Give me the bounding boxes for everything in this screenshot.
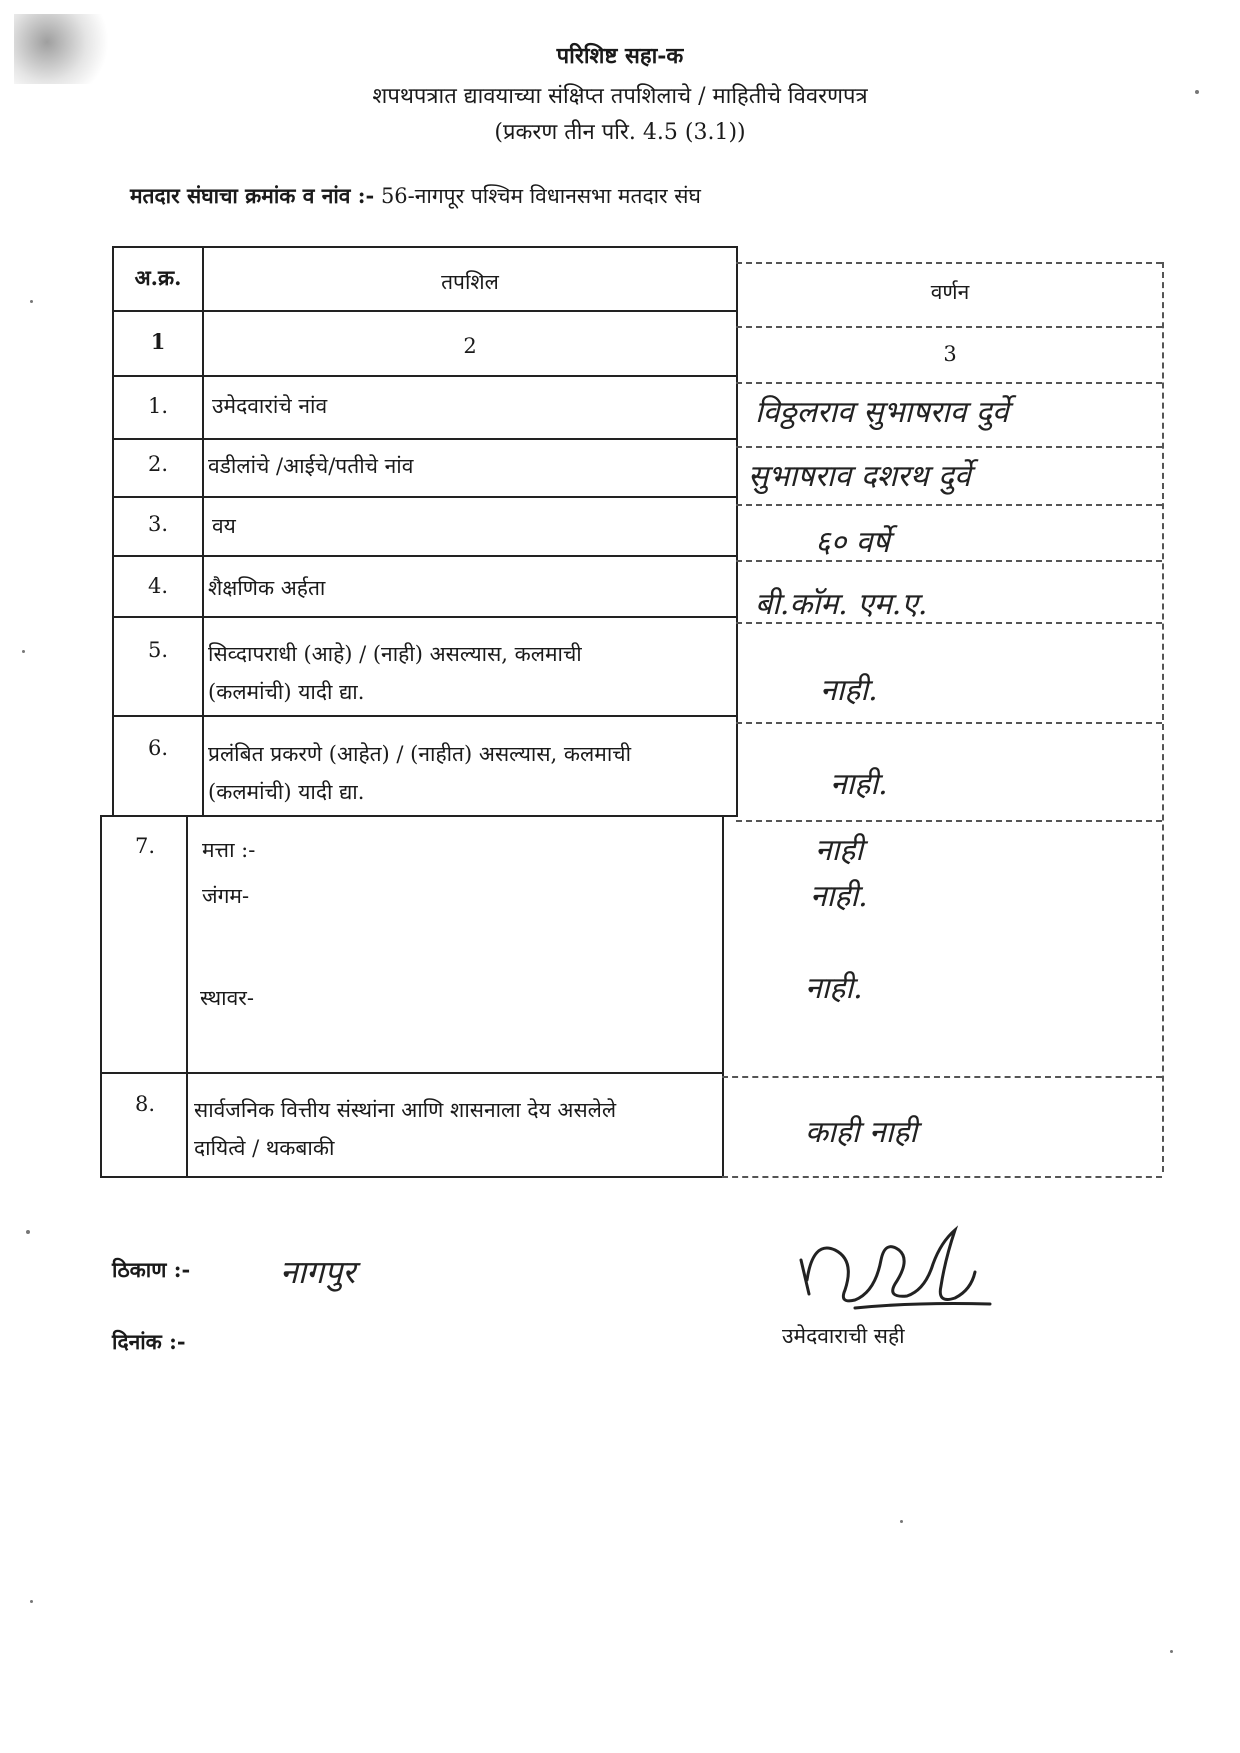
row-value-handwritten: नाही. bbox=[830, 767, 888, 802]
scan-speck bbox=[900, 1520, 903, 1523]
place-value-handwritten: नागपुर bbox=[280, 1253, 356, 1291]
row-detail: उमेदवारांचे नांव bbox=[212, 394, 328, 418]
constituency-value: 56-नागपूर पश्चिम विधानसभा मतदार संघ bbox=[380, 184, 701, 208]
row-detail-line1: मत्ता :- bbox=[202, 838, 256, 862]
row-detail-line1: प्रलंबित प्रकरणे (आहेत) / (नाहीत) असल्यास, कलमाची bbox=[208, 742, 632, 766]
row-detail-line2: (कलमांची) यादी द्या. bbox=[208, 780, 365, 804]
row-detail: वय bbox=[212, 514, 236, 538]
row-detail-line3: स्थावर- bbox=[200, 986, 254, 1010]
date-label: दिनांक :- bbox=[112, 1329, 186, 1354]
form-title: शपथपत्रात द्यावयाच्या संक्षिप्त तपशिलाचे / माहितीचे विवरणपत्र bbox=[372, 84, 868, 109]
row-value-handwritten: ६० वर्षे bbox=[815, 525, 890, 560]
row-num: 1. bbox=[147, 394, 169, 418]
row-value-handwritten: नाही. bbox=[820, 673, 878, 708]
row-num: 7. bbox=[134, 834, 156, 858]
colnum-3: 3 bbox=[943, 342, 957, 366]
candidate-signature bbox=[795, 1220, 1005, 1320]
row-num: 5. bbox=[147, 638, 169, 662]
constituency-line bbox=[130, 182, 701, 210]
header-num: अ.क्र. bbox=[134, 265, 182, 290]
row-num: 2. bbox=[147, 452, 169, 476]
signature-scribble bbox=[795, 1220, 1005, 1320]
row-num: 3. bbox=[147, 512, 169, 536]
scan-speck bbox=[26, 1230, 30, 1234]
colnum-1: 1 bbox=[150, 329, 166, 354]
row-value-handwritten: काही नाही bbox=[805, 1115, 918, 1150]
row-value-handwritten: नाही. bbox=[810, 879, 868, 914]
row-detail: शैक्षणिक अर्हता bbox=[208, 576, 326, 600]
scan-speck bbox=[1195, 90, 1199, 94]
place-label: ठिकाण :- bbox=[112, 1257, 191, 1282]
row-detail-line1: सिव्दापराधी (आहे) / (नाही) असल्यास, कलमाची bbox=[208, 642, 582, 666]
row-value-handwritten: विठ्ठलराव सुभाषराव दुर्वे bbox=[755, 395, 1009, 430]
row-detail-line1: सार्वजनिक वित्तीय संस्थांना आणि शासनाला देय असलेले bbox=[194, 1098, 617, 1122]
row-num: 6. bbox=[147, 736, 169, 760]
row-value-handwritten: बी.कॉम. एम.ए. bbox=[755, 587, 928, 622]
row-value-handwritten: नाही bbox=[815, 833, 864, 868]
row-detail-line2: दायित्वे / थकबाकी bbox=[194, 1136, 335, 1160]
row-detail: वडीलांचे /आईचे/पतीचे नांव bbox=[208, 454, 414, 478]
header-desc: वर्णन bbox=[930, 280, 970, 304]
row-num: 8. bbox=[134, 1092, 156, 1116]
scan-speck bbox=[30, 1600, 33, 1603]
row-value-handwritten: नाही. bbox=[805, 971, 863, 1006]
row-detail-line2: जंगम- bbox=[202, 884, 250, 908]
annex-title: परिशिष्ट सहा-क bbox=[556, 43, 684, 69]
row-detail-line2: (कलमांची) यादी द्या. bbox=[208, 680, 365, 704]
constituency-label: मतदार संघाचा क्रमांक व नांव :- bbox=[130, 183, 375, 208]
signature-caption: उमेदवाराची सही bbox=[782, 1324, 905, 1348]
scan-speck bbox=[30, 300, 33, 303]
scan-speck bbox=[22, 650, 25, 653]
form-reference: (प्रकरण तीन परि. 4.5 (3.1)) bbox=[494, 120, 746, 145]
colnum-2: 2 bbox=[463, 334, 477, 358]
row-value-handwritten: सुभाषराव दशरथ दुर्वे bbox=[748, 459, 971, 494]
scan-speck bbox=[1170, 1650, 1173, 1653]
header-detail: तपशिल bbox=[441, 270, 499, 294]
row-num: 4. bbox=[147, 574, 169, 598]
